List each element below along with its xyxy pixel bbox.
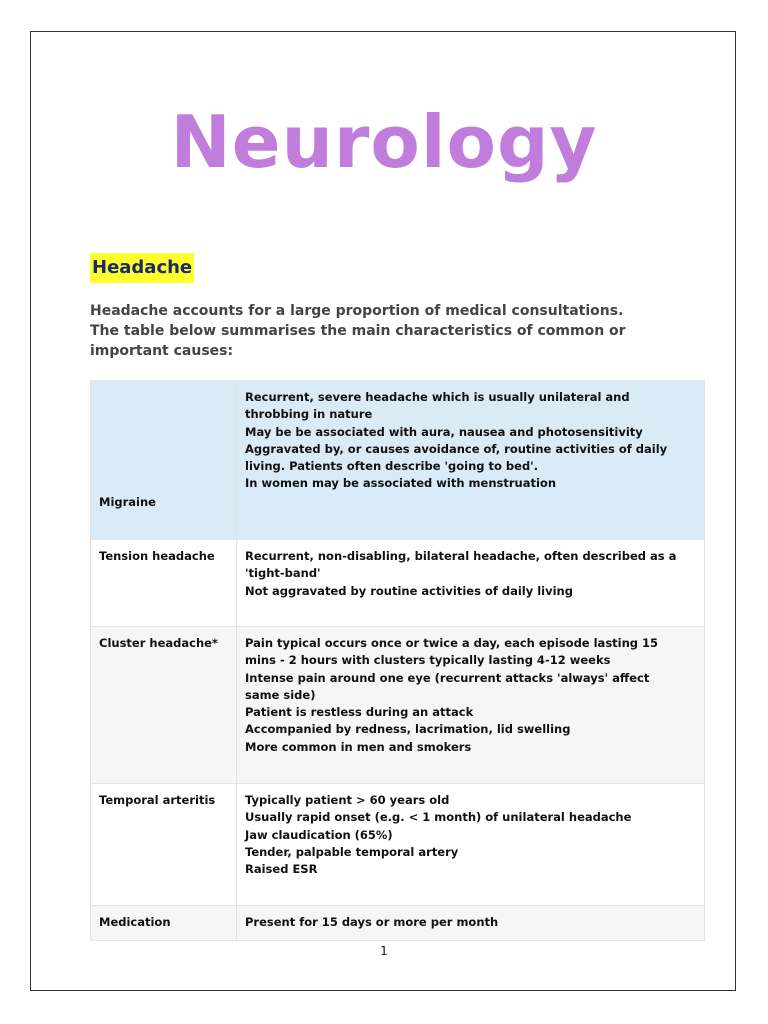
intro-paragraph xyxy=(90,301,690,361)
feature-line: Raised ESR xyxy=(245,862,318,877)
feature-line: Jaw claudication (65%) xyxy=(245,827,393,842)
feature-line: throbbing in nature xyxy=(245,407,373,422)
page-title: Neurology xyxy=(170,100,598,184)
feature-line: same side) xyxy=(245,687,316,702)
feature-line: Not aggravated by routine activities of daily living xyxy=(245,583,573,598)
table-row-migraine xyxy=(91,381,705,540)
feature-line: Usually rapid onset (e.g. < 1 month) of unilateral headache xyxy=(245,810,632,825)
feature-line: 'tight-band' xyxy=(245,566,321,581)
feature-line: Recurrent, severe headache which is usually unilateral and xyxy=(245,390,630,404)
feature-line: Recurrent, non-disabling, bilateral headache, often described as a xyxy=(245,549,677,563)
cause-cell: Cluster headache* xyxy=(91,627,237,784)
feature-line: Pain typical occurs once or twice a day, each episode lasting 15 xyxy=(245,636,659,650)
cause-cell: Migraine xyxy=(91,381,237,540)
headache-causes-table xyxy=(90,380,705,941)
table-row-cluster-headache xyxy=(91,627,705,784)
feature-line: Patient is restless during an attack xyxy=(245,705,474,720)
feature-line: May be be associated with aura, nausea and photosensitivity xyxy=(245,424,643,439)
feature-line: Accompanied by redness, lacrimation, lid swelling xyxy=(245,722,571,737)
cause-cell: Tension headache xyxy=(91,540,237,627)
feature-line: Intense pain around one eye (recurrent attacks 'always' affect xyxy=(245,670,650,685)
section-heading: Headache xyxy=(90,253,194,283)
feature-line: living. Patients often describe 'going to bed'. xyxy=(245,459,539,474)
intro-line: The table below summarises the main characteristics of common or xyxy=(90,323,626,339)
feature-line: Tender, palpable temporal artery xyxy=(245,844,459,859)
feature-line: Typically patient > 60 years old xyxy=(245,793,450,807)
feature-line: More common in men and smokers xyxy=(245,739,472,754)
features-cell xyxy=(237,906,705,941)
intro-line: important causes: xyxy=(90,343,234,359)
features-cell xyxy=(237,627,705,784)
features-cell xyxy=(237,540,705,627)
features-cell xyxy=(237,784,705,906)
feature-line: Present for 15 days or more per month xyxy=(245,915,499,929)
feature-line: Aggravated by, or causes avoidance of, routine activities of daily xyxy=(245,441,668,456)
page-number: 1 xyxy=(380,944,388,958)
table-row-medication xyxy=(91,906,705,941)
cause-cell: Temporal arteritis xyxy=(91,784,237,906)
features-cell xyxy=(237,381,705,540)
table-row-tension-headache xyxy=(91,540,705,627)
feature-line: In women may be associated with menstruation xyxy=(245,476,557,491)
cause-cell: Medication xyxy=(91,906,237,941)
table-row-temporal-arteritis xyxy=(91,784,705,906)
intro-line: Headache accounts for a large proportion of medical consultations. xyxy=(90,303,624,319)
feature-line: mins - 2 hours with clusters typically lasting 4-12 weeks xyxy=(245,653,611,668)
